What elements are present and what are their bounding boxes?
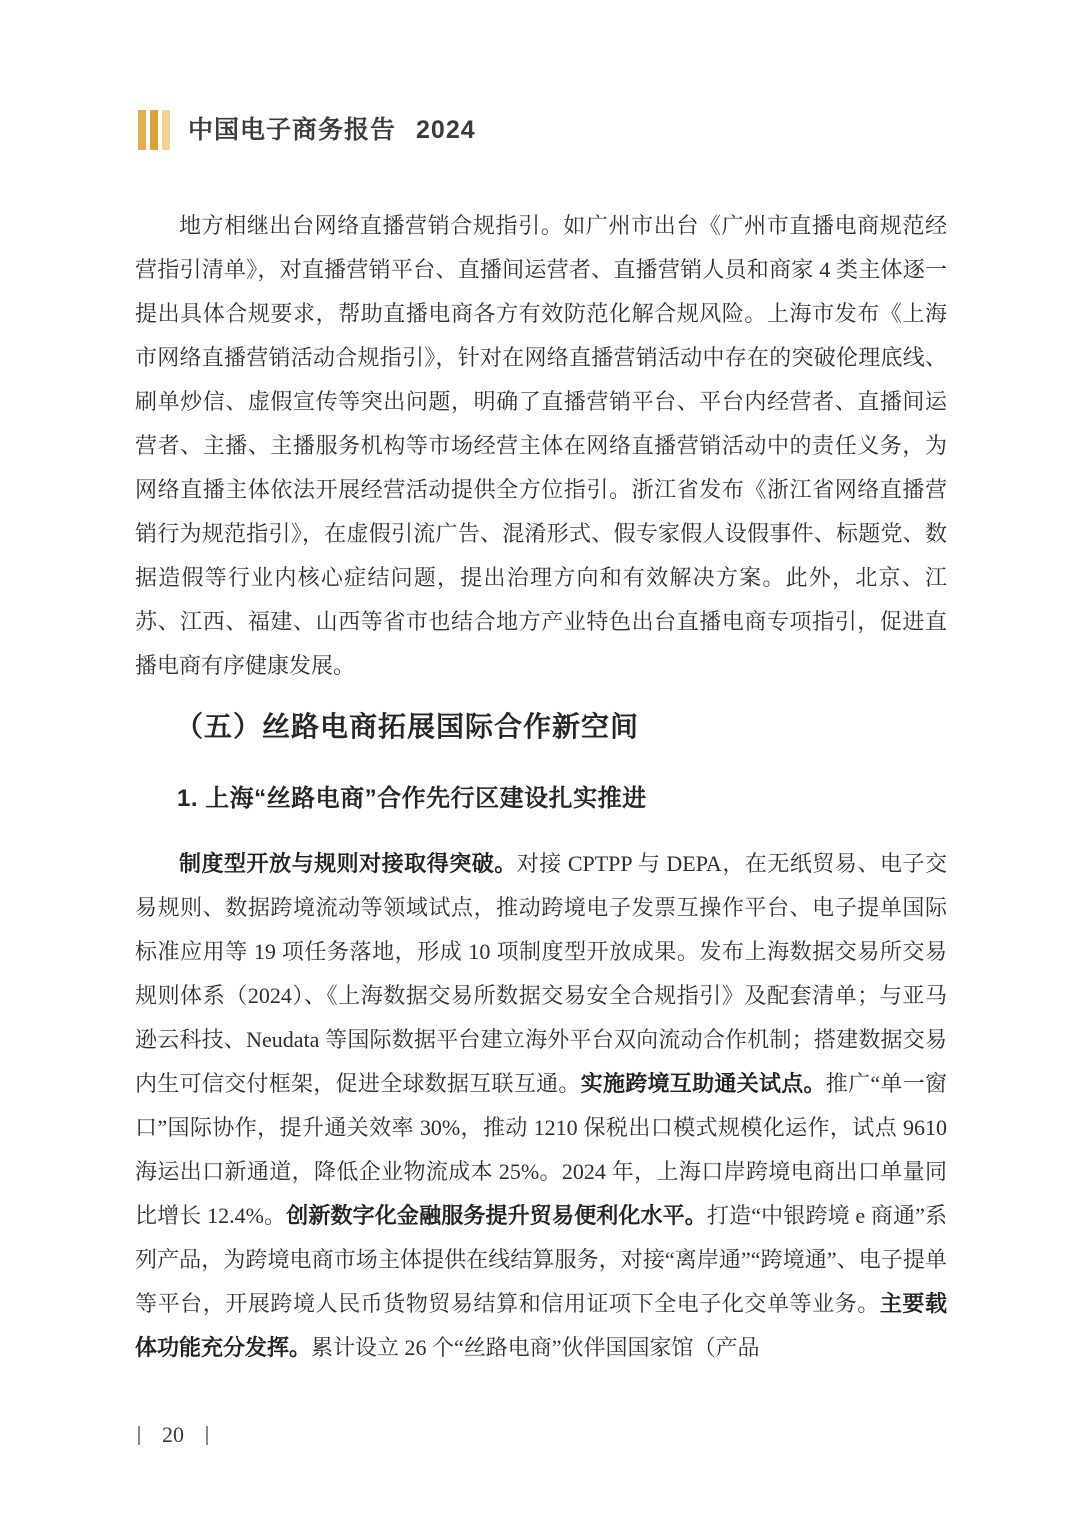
logo-bar-1	[138, 110, 146, 150]
text-run-4: 累计设立 26 个“丝路电商”伙伴国国家馆（产品	[311, 1335, 760, 1360]
page-footer	[138, 1420, 208, 1450]
section-heading: （五）丝路电商拓展国际合作新空间	[175, 711, 640, 742]
logo-bar-3	[162, 110, 170, 150]
page-header	[138, 110, 476, 150]
footer-divider-right	[206, 1426, 208, 1445]
emphasis-run-2: 实施跨境互助通关试点。	[580, 1071, 826, 1096]
footer-divider-left	[138, 1426, 140, 1445]
emphasis-run-4: 主要载体功能充分发挥。	[135, 1291, 947, 1360]
subsection-heading: 1. 上海“丝路电商”合作先行区建设扎实推进	[177, 785, 647, 812]
text-run-1: 对接 CPTPP 与 DEPA，在无纸贸易、电子交易规则、数据跨境流动等领域试点，推动跨境电子发票互操作平台、电子提单国际标准应用等 19 项任务落地，形成 10 项制度型开放成果。发布上海数据交易所交易规则体系（2024）、《上海数据交易所数据交易安全合规指引》及配套清单；与亚马逊云科技、Neudata 等国际数据平台建立海外平台双向流动合作机制；搭建数据交易内生可信交付框架，促进全球数据互联互通。	[135, 851, 947, 1096]
emphasis-run-1: 制度型开放与规则对接取得突破。	[179, 851, 517, 876]
emphasis-run-3: 创新数字化金融服务提升贸易便利化水平。	[286, 1203, 707, 1228]
text-run-3: 打造“中银跨境 e 商通”系列产品，为跨境电商市场主体提供在线结算服务，对接“离岸通”“跨境通”、电子提单等平台，开展跨境人民币货物贸易结算和信用证项下全电子化交单等业务。	[135, 1203, 948, 1316]
report-title: 中国电子商务报告	[188, 116, 397, 144]
report-year: 2024	[416, 116, 476, 144]
report-logo-icon	[138, 110, 174, 150]
body-paragraph-2	[135, 842, 947, 1370]
logo-bar-2	[150, 110, 158, 150]
body-paragraph-1: 地方相继出台网络直播营销合规指引。如广州市出台《广州市直播电商规范经营指引清单》，对直播营销平台、直播间运营者、直播营销人员和商家 4 类主体逐一提出具体合规要求，帮助直播电商各方有效防范化解合规风险。上海市发布《上海市网络直播营销活动合规指引》，针对在网络直播营销活动中存在的突破伦理底线、刷单炒信、虚假宣传等突出问题，明确了直播营销平台、平台内经营者、直播间运营者、主播、主播服务机构等市场经营主体在网络直播营销活动中的责任义务，为网络直播主体依法开展经营活动提供全方位指引。浙江省发布《浙江省网络直播营销行为规范指引》，在虚假引流广告、混淆形式、假专家假人设假事件、标题党、数据造假等行业内核心症结问题，提出治理方向和有效解决方案。此外，北京、江苏、江西、福建、山西等省市也结合地方产业特色出台直播电商专项指引，促进直播电商有序健康发展。	[135, 213, 947, 678]
page-number: 20	[162, 1422, 184, 1447]
text-run-2: 推广“单一窗口”国际协作，提升通关效率 30%，推动 1210 保税出口模式规模化运作，试点 9610 海运出口新通道，降低企业物流成本 25%。2024 年，上海口岸跨境电商出口单量同比增长 12.4%。	[135, 1071, 947, 1228]
